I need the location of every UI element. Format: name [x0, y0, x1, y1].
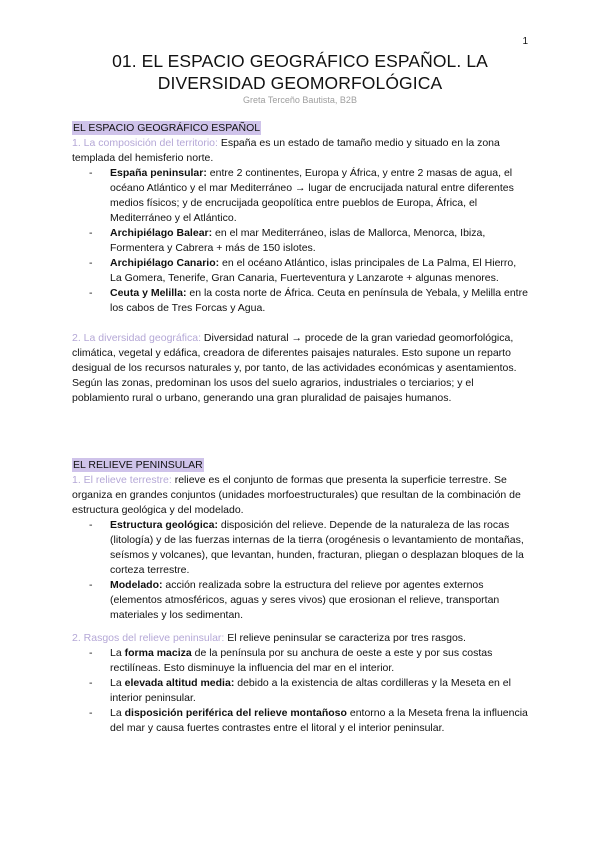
paragraph-text: El relieve peninsular se caracteriza por tres rasgos.: [224, 632, 466, 644]
paragraph-relieve-terrestre: [72, 473, 530, 518]
subheading-label: 2. Rasgos del relieve peninsular:: [72, 632, 225, 644]
paragraph-text: Diversidad natural → procede de la gran variedad geomorfológica, climática, vegetal y edáfica, creadora de diferentes paisajes naturales. Esto supone un reparto desigual de los recursos naturales y, por tanto, de las actividades económicas y asentamientos. Según las zonas, predominan los usos del suelo agrarios, industriales o terciarios; y el poblamiento rural o urbano, generando una gran pluralidad de paisajes humanos.: [72, 332, 517, 404]
territory-list: [72, 166, 530, 316]
document-title: 01. EL ESPACIO GEOGRÁFICO ESPAÑOL. LA DIVERSIDAD GEOMORFOLÓGICA: [112, 51, 488, 93]
section-heading: EL ESPACIO GEOGRÁFICO ESPAÑOL: [73, 122, 261, 134]
list-item: [110, 676, 530, 706]
section-heading: EL RELIEVE PENINSULAR: [73, 459, 203, 471]
item-prefix: La: [110, 707, 125, 719]
subheading-label: 1. La composición del territorio:: [72, 137, 218, 149]
subheading-label: 2. La diversidad geográfica:: [72, 332, 201, 344]
item-prefix: La: [110, 647, 125, 659]
item-term: elevada altitud media:: [124, 677, 235, 689]
list-item: [110, 166, 530, 226]
item-term: Archipiélago Balear:: [110, 227, 213, 239]
section-relieve-peninsular: [72, 458, 530, 736]
item-text: debido a la existencia de altas cordilleras y la Meseta en el interior peninsular.: [110, 677, 511, 704]
paragraph-text: relieve es el conjunto de formas que presenta la superficie terrestre. Se organiza en grandes conjuntos (unidades morfoestructurales) que resultan de la combinación de estructura geológica y del modelado.: [72, 474, 521, 516]
list-item: [110, 226, 530, 256]
item-term: forma maciza: [124, 647, 192, 659]
traits-list: [72, 646, 530, 736]
item-text: de la península por su anchura de oeste a este y por sus costas rectilíneas. Esto disminuye la influencia del mar en el interior.: [110, 647, 493, 674]
list-item: [110, 706, 530, 736]
list-item: [110, 578, 530, 623]
item-term: Ceuta y Melilla:: [110, 287, 187, 299]
item-term: Modelado:: [110, 579, 163, 591]
page-number: 1: [522, 36, 528, 47]
list-item: [110, 518, 530, 578]
paragraph-diversidad: [72, 331, 530, 406]
item-text: disposición del relieve. Depende de la naturaleza de las rocas (litología) y de las fuerzas internas de la tierra (orogénesis o levantamiento de montañas, seísmos y volcanes), que levantan, hunden, fracturan, pliegan o desplazan bloques de la corteza terrestre.: [110, 519, 524, 576]
item-prefix: La: [110, 677, 125, 689]
section-espacio-geografico: [72, 121, 530, 406]
author-line: Greta Terceño Bautista, B2B: [243, 95, 357, 105]
paragraph-composicion: [72, 136, 530, 166]
item-term: Archipiélago Canario:: [110, 257, 220, 269]
subheading-label: 1. El relieve terrestre:: [72, 474, 172, 486]
list-item: [110, 256, 530, 286]
paragraph-rasgos: [72, 631, 530, 646]
item-text: entorno a la Meseta frena la influencia del mar y causa fuertes contrastes entre el litoral y el interior peninsular.: [110, 707, 528, 734]
item-text: en el océano Atlántico, islas principales de La Palma, El Hierro, La Gomera, Tenerife, Gran Canaria, Fuerteventura y Lanzarote + algunas menores.: [110, 257, 517, 284]
relief-factors-list: [72, 518, 530, 623]
list-item: [110, 286, 530, 316]
item-term: Estructura geológica:: [110, 519, 218, 531]
item-term: disposición periférica del relieve montañoso: [124, 707, 347, 719]
list-item: [110, 646, 530, 676]
item-text: en la costa norte de África. Ceuta en península de Yebala, y Melilla entre los cabos de Tres Forcas y Agua.: [110, 287, 528, 314]
item-text: en el mar Mediterráneo, islas de Mallorca, Menorca, Ibiza, Formentera y Cabrera + más de 150 islotes.: [110, 227, 486, 254]
item-text: acción realizada sobre la estructura del relieve por agentes externos (elementos atmosféricos, aguas y seres vivos) que erosionan el relieve, transportan materiales y los sedimentan.: [110, 579, 500, 621]
item-text: entre 2 continentes, Europa y África, y entre 2 masas de agua, el océano Atlántico y el mar Mediterráneo → lugar de encrucijada natural entre diferentes medios físicos; y de encrucijada geopolítica entre pueblos de Europa, África, el Mediterráneo y el Atlántico.: [110, 167, 514, 224]
item-term: España peninsular:: [110, 167, 207, 179]
paragraph-text: España es un estado de tamaño medio y situado en la zona templada del hemisferio norte.: [72, 137, 500, 164]
